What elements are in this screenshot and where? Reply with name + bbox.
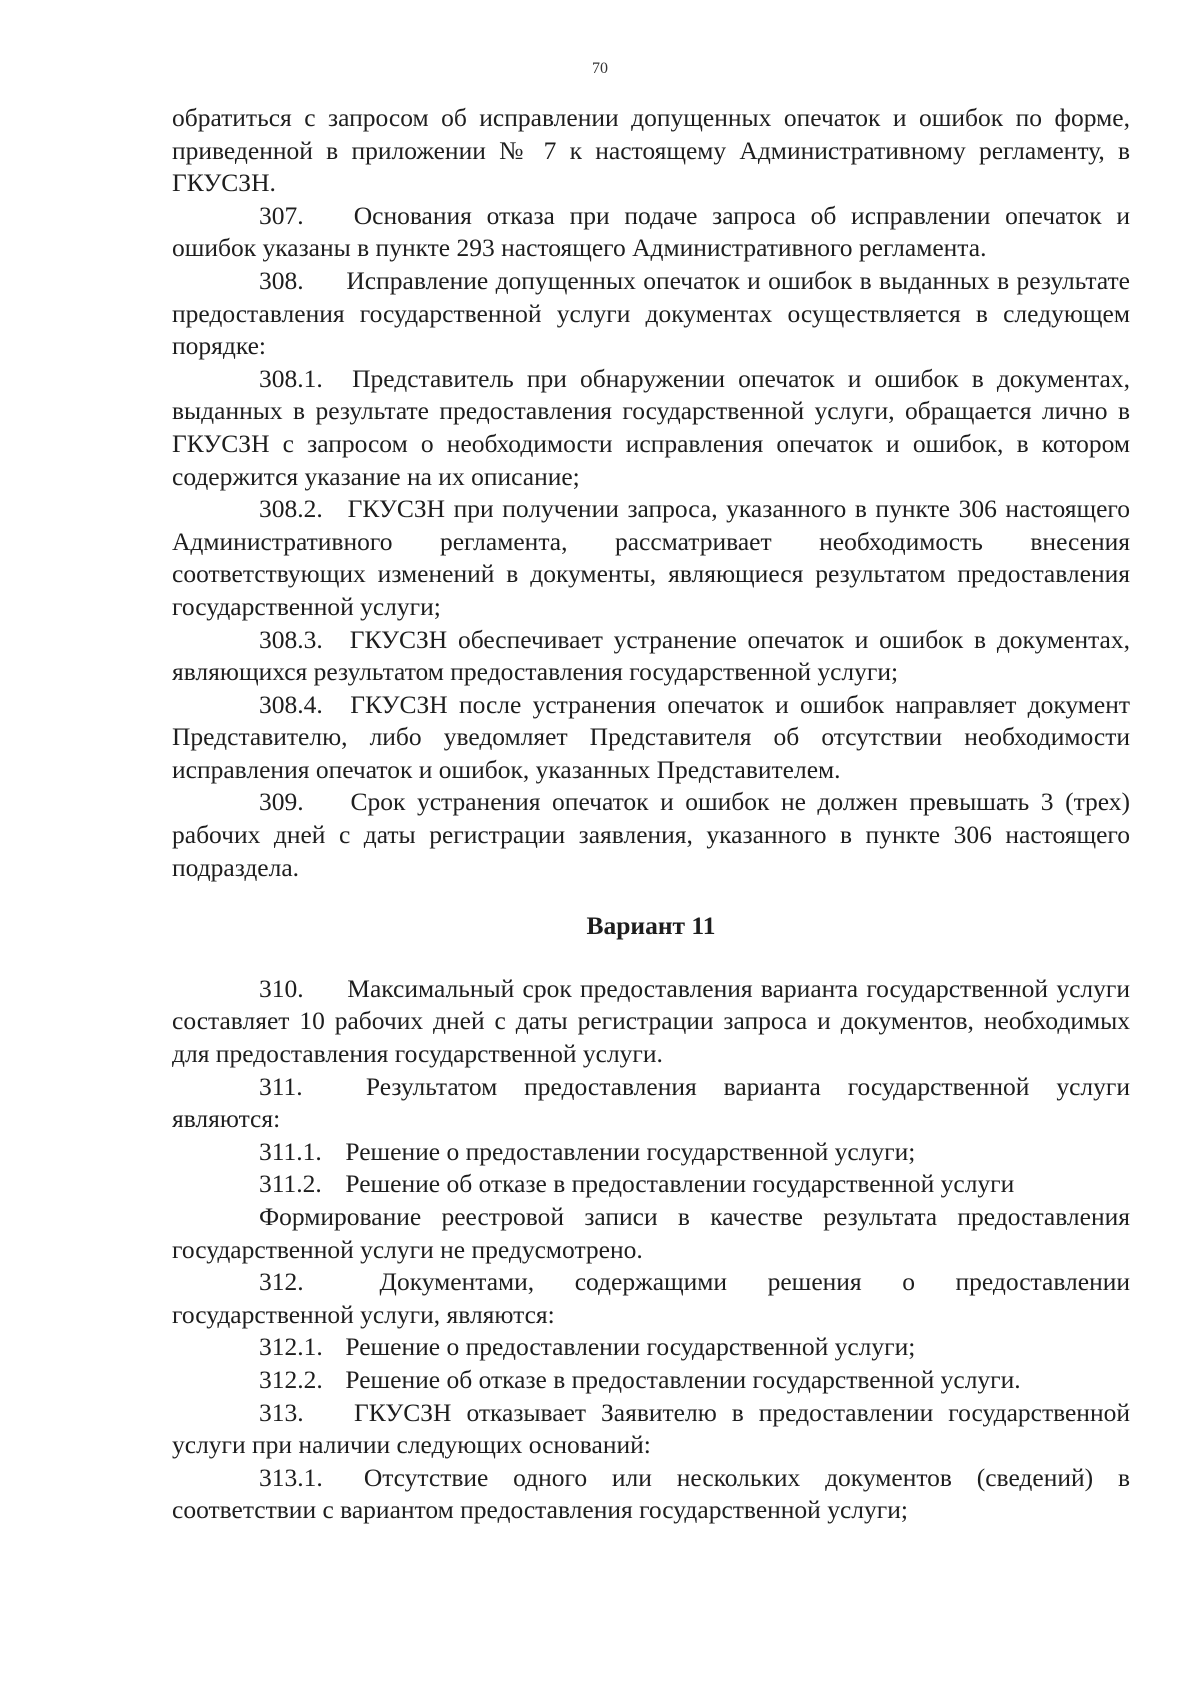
paragraph-text: ГКУСЗН после устранения опечаток и ошибок направляет документ Представителю, либо уведомляет Представителя об отсутствии необходимости исправления опечаток и ошибок, указанных Представителем. <box>172 689 1130 784</box>
section-heading: Вариант 11 <box>586 911 716 941</box>
paragraph <box>172 1168 1130 1201</box>
paragraph-text: Решение о предоставлении государственной услуги; <box>345 1136 916 1166</box>
paragraph-text: Представитель при обнаружении опечаток и ошибок в документах, выданных в результате предоставления государственной услуги, обращается лично в ГКУСЗН с запросом о необходимости исправления опечаток и ошибок, в котором содержится указание на их описание; <box>172 363 1131 491</box>
paragraph-number: 308.4. <box>259 689 323 719</box>
paragraph-number: 313.1. <box>259 1462 323 1492</box>
paragraph <box>172 1071 1130 1136</box>
paragraph-number: 309. <box>259 787 304 817</box>
paragraph <box>172 1331 1130 1364</box>
paragraph <box>172 1201 1130 1266</box>
paragraph-text: Отсутствие одного или нескольких документов (сведений) в соответствии с вариантом предоставления государственной услуги; <box>172 1462 1130 1525</box>
paragraph-text: ГКУСЗН при получении запроса, указанного в пункте 306 настоящего Административного регламента, рассматривает необходимость внесения соответствующих изменений в документы, являющиеся результатом предоставления государственной услуги; <box>172 494 1130 621</box>
paragraph-text: Формирование реестровой записи в качестве результата предоставления государственной услуги не предусмотрено. <box>172 1202 1130 1264</box>
paragraph-number: 312. <box>259 1267 304 1297</box>
paragraph-text: Максимальный срок предоставления варианта государственной услуги составляет 10 рабочих дней с даты регистрации запроса и документов, необходимых для предоставления государственной услуги. <box>172 973 1131 1069</box>
paragraph <box>172 689 1130 787</box>
paragraph-number: 308.2. <box>259 494 323 524</box>
paragraph-text: ГКУСЗН обеспечивает устранение опечаток и ошибок в документах, являющихся результатом предоставления государственной услуги; <box>172 624 1130 687</box>
paragraph-number: 307. <box>259 200 304 230</box>
document-body <box>172 102 1130 1527</box>
paragraph-text: Документами, содержащими решения о предоставлении государственной услуги, являются: <box>172 1267 1131 1329</box>
paragraph-text: Основания отказа при подаче запроса об исправлении опечаток и ошибок указаны в пункте 293 настоящего Административного регламента. <box>172 200 1131 263</box>
paragraph <box>172 1136 1130 1169</box>
paragraph-text: Срок устранения опечаток и ошибок не должен превышать 3 (трех) рабочих дней с даты регистрации заявления, указанного в пункте 306 настоящего подраздела. <box>172 787 1130 882</box>
paragraph-number: 313. <box>259 1397 304 1427</box>
paragraph-number: 311.1. <box>259 1136 322 1166</box>
paragraph <box>172 1397 1130 1462</box>
paragraph-text: Исправление допущенных опечаток и ошибок в выданных в результате предоставления государственной услуги документах осуществляется в следующем порядке: <box>172 265 1131 361</box>
paragraph-text: Решение об отказе в предоставлении государственной услуги. <box>345 1364 1021 1394</box>
paragraph-number: 310. <box>259 973 304 1003</box>
paragraph-number: 311. <box>259 1071 303 1101</box>
paragraph <box>172 102 1130 200</box>
page-number: 70 <box>592 60 608 77</box>
paragraph-number: 312.1. <box>259 1332 323 1362</box>
paragraph <box>172 1462 1130 1527</box>
paragraph-text: ГКУСЗН отказывает Заявителю в предоставлении государственной услуги при наличии следующих оснований: <box>172 1397 1130 1460</box>
paragraph-number: 308. <box>259 265 304 295</box>
paragraph-number: 312.2. <box>259 1364 323 1394</box>
paragraph <box>172 363 1130 493</box>
paragraph <box>172 493 1130 623</box>
paragraph-number: 308.1. <box>259 363 323 393</box>
paragraph-text: обратиться с запросом об исправлении допущенных опечаток и ошибок по форме, приведенной в приложении № 7 к настоящему Административному регламенту, в ГКУСЗН. <box>172 103 1130 198</box>
paragraph <box>172 973 1130 1071</box>
paragraph <box>172 200 1130 265</box>
paragraph-text: Результатом предоставления варианта государственной услуги являются: <box>172 1071 1130 1134</box>
paragraph-number: 308.3. <box>259 624 323 654</box>
paragraph <box>172 786 1130 884</box>
paragraph <box>172 624 1130 689</box>
paragraph <box>172 1266 1130 1331</box>
paragraph-text: Решение о предоставлении государственной услуги; <box>345 1332 916 1362</box>
paragraph-number: 311.2. <box>259 1169 322 1199</box>
paragraph-text: Решение об отказе в предоставлении государственной услуги <box>345 1169 1015 1199</box>
paragraph <box>172 1364 1130 1397</box>
paragraph <box>172 265 1130 363</box>
